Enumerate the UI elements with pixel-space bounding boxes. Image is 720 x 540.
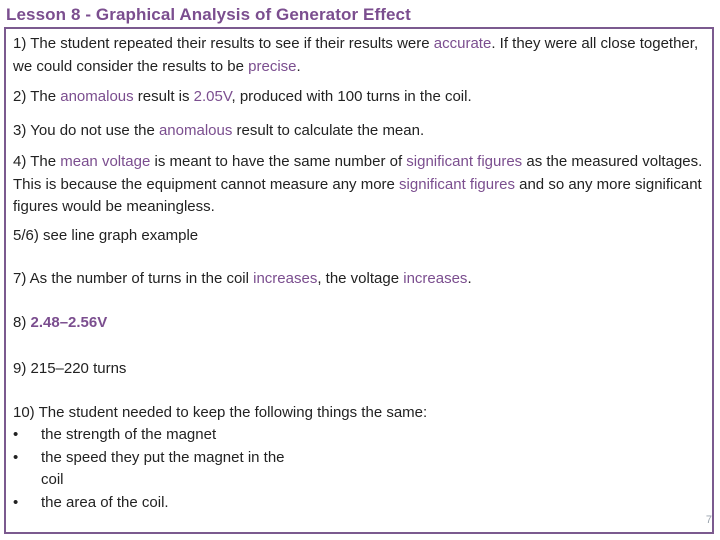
answer-content: [13, 33, 703, 514]
answer-4-text-3: as the measured voltages. This is because the equipment cannot measure any more: [13, 153, 703, 193]
answer-2-text-3: , produced with 100 turns in the coil.: [231, 88, 472, 105]
answer-9: 9) 215–220 turns: [13, 360, 127, 377]
list-item: [13, 447, 291, 492]
page-number: 7: [705, 514, 712, 526]
list-item: [13, 424, 291, 447]
answer-8: [13, 312, 703, 335]
slide-title: Lesson 8 - Graphical Analysis of Generator Effect: [6, 5, 411, 24]
bullet-icon: •: [13, 448, 19, 466]
keyword-significant-figures-2: significant figures: [399, 175, 515, 193]
list-item-text: the strength of the magnet: [41, 426, 217, 443]
answer-7-text-3: .: [467, 270, 472, 287]
answer-2-text: 2) The: [13, 88, 61, 105]
answer-4-text-2: is meant to have the same number of: [150, 153, 407, 170]
answer-10: [13, 402, 703, 515]
answer-1-text-2: . If they were all close together, we could consider the results to be: [13, 35, 699, 75]
answer-2: [13, 86, 703, 109]
answer-5-6: 5/6) see line graph example: [13, 226, 199, 244]
keyword-mean-voltage: mean voltage: [60, 153, 151, 170]
answer-1: [13, 33, 703, 78]
bullet-icon: •: [13, 426, 19, 443]
answer-7-text: 7) As the number of turns in the coil: [13, 270, 254, 287]
keyword-anomalous: anomalous: [60, 88, 134, 105]
constants-list: [13, 424, 703, 514]
keyword-increases: increases: [253, 270, 318, 287]
answer-4-text-4: and so any more significant figures would be meaningless.: [13, 175, 702, 215]
answer-7-text-2: , the voltage: [317, 270, 404, 287]
answer-3: [13, 120, 703, 143]
answer-10-intro: 10) The student needed to keep the following things the same:: [13, 403, 428, 421]
answer-2-text-2: result is: [133, 88, 194, 105]
answer-7: [13, 268, 703, 291]
list-item-text: the area of the coil.: [41, 493, 169, 511]
keyword-precise: precise: [248, 57, 297, 75]
list-item-text: the speed they put the magnet in the coil: [41, 448, 285, 488]
answer-3-text: 3) You do not use the: [13, 121, 159, 139]
bullet-icon: •: [13, 493, 19, 511]
keyword-accurate: accurate: [433, 35, 492, 52]
answer-4-text: 4) The: [13, 153, 61, 170]
answer-8-text: 8): [13, 313, 31, 331]
keyword-significant-figures: significant figures: [406, 153, 523, 170]
list-item: [13, 492, 291, 515]
answer-1-text-3: .: [296, 57, 301, 75]
answer-3-text-2: result to calculate the mean.: [232, 121, 425, 139]
keyword-anomalous-2: anomalous: [158, 121, 233, 139]
answer-1-text: 1) The student repeated their results to see if their results were: [13, 35, 434, 52]
answer-4: [13, 151, 703, 219]
keyword-increases-2: increases: [403, 270, 468, 287]
keyword-anomalous-value: 2.05V: [193, 88, 232, 105]
keyword-voltage-range: 2.48–2.56V: [30, 313, 108, 331]
